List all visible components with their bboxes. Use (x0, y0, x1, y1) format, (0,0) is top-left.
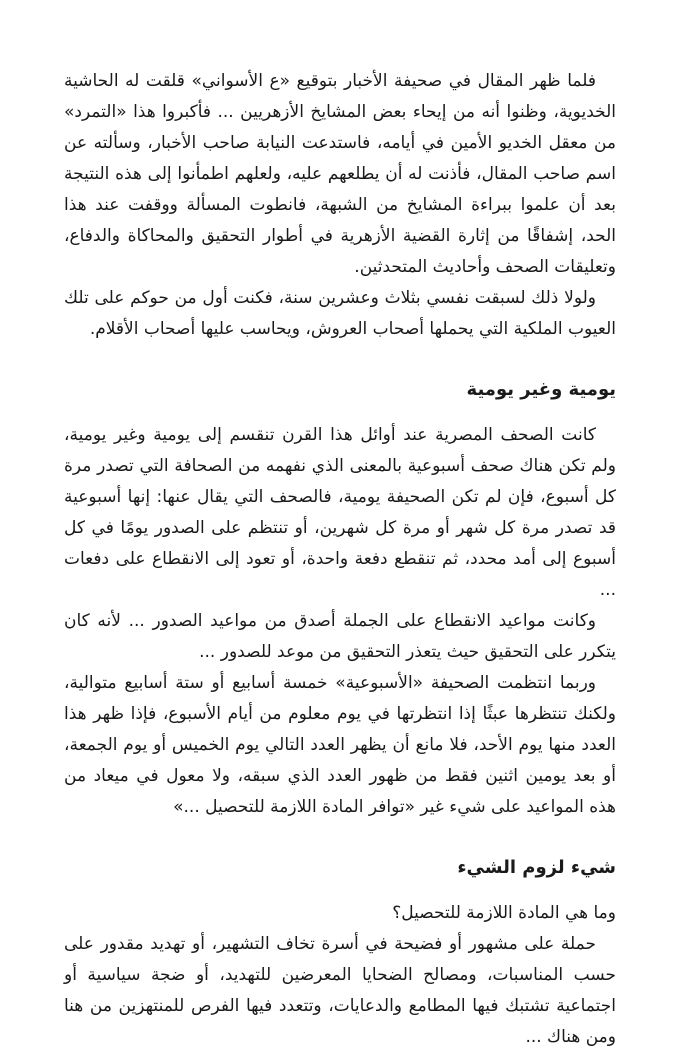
paragraph: وما هي المادة اللازمة للتحصيل؟ (392, 903, 616, 923)
paragraph: كانت الصحف المصرية عند أوائل هذا القرن تنقسم إلى يومية وغير يومية، ولم تكن هناك صحف أسبوعية بالمعنى الذي نفهمه من الصحافة التي تصدر مرة كل أسبوع، فإن لم تكن الصحيفة يومية، فالصحف التي يقال عنها: إنها أسبوعية قد تصدر مرة كل شهر أو مرة كل شهرين، أو تنتظم على الصدور يومًا في كل أسبوع إلى أمد محدد، ثم تنقطع دفعة واحدة، أو تعود إلى الانقطاع على دفعات ... (64, 425, 616, 600)
paragraph: ولولا ذلك لسبقت نفسي بثلاث وعشرين سنة، فكنت أول من حوكم على تلك العيوب الملكية التي يحملها أصحاب العروش، ويحاسب عليها أصحاب الأقلام. (64, 288, 616, 339)
paragraph: وربما انتظمت الصحيفة «الأسبوعية» خمسة أسابيع أو ستة أسابيع متوالية، ولكنك تنتظرها عبثًا إذا انتظرتها في يوم معلوم من أيام الأسبوع، فإذا ظهر هذا العدد منها يوم الأحد، فلا مانع أن يظهر العدد التالي يوم الخميس أو يوم الجمعة، أو بعد يومين اثنين فقط من ظهور العدد الذي سبقه، ولا معول في ميعاد من هذه المواعيد على شيء غير «توافر المادة اللازمة للتحصيل ...» (64, 673, 616, 817)
section-heading: يومية وغير يومية (466, 379, 616, 400)
paragraph: فلما ظهر المقال في صحيفة الأخبار بتوقيع «ع الأسواني» قلقت له الحاشية الخديوية، وظنوا أنه من إيحاء بعض المشايخ الأزهريين ... فأكبروا هذا «التمرد» من معقل الخديو الأمين في أيامه، فاستدعت النيابة صاحب الأخبار، وسألته عن اسم صاحب المقال، فأذنت له أن يطلعهم عليه، ولعلهم اطمأنوا إلى هذه النتيجة بعد أن علموا ببراءة المشايخ من الشبهة، فانطوت المسألة ووقفت عند هذا الحد، إشفاقًا من إثارة القضية الأزهرية في أطوار التحقيق والمحاكاة والدفاع، وتعليقات الصحف وأحاديث المتحدثين. (64, 71, 616, 277)
section-heading: شيء لزوم الشيء (457, 857, 616, 878)
book-page (64, 66, 616, 1053)
paragraph: وكانت مواعيد الانقطاع على الجملة أصدق من مواعيد الصدور ... لأنه كان يتكرر على التحقيق حيث يتعذر التحقيق من موعد للصدور ... (64, 611, 616, 662)
paragraph: حملة على مشهور أو فضيحة في أسرة تخاف التشهير، أو تهديد مقدور على حسب المناسبات، ومصالح الضحايا المعرضين للتهديد، أو ضجة سياسية أو اجتماعية تشتبك فيها المطامع والدعايات، وتتعدد فيها الفرص للمنتهزين من هنا ومن هناك ... (64, 934, 616, 1047)
